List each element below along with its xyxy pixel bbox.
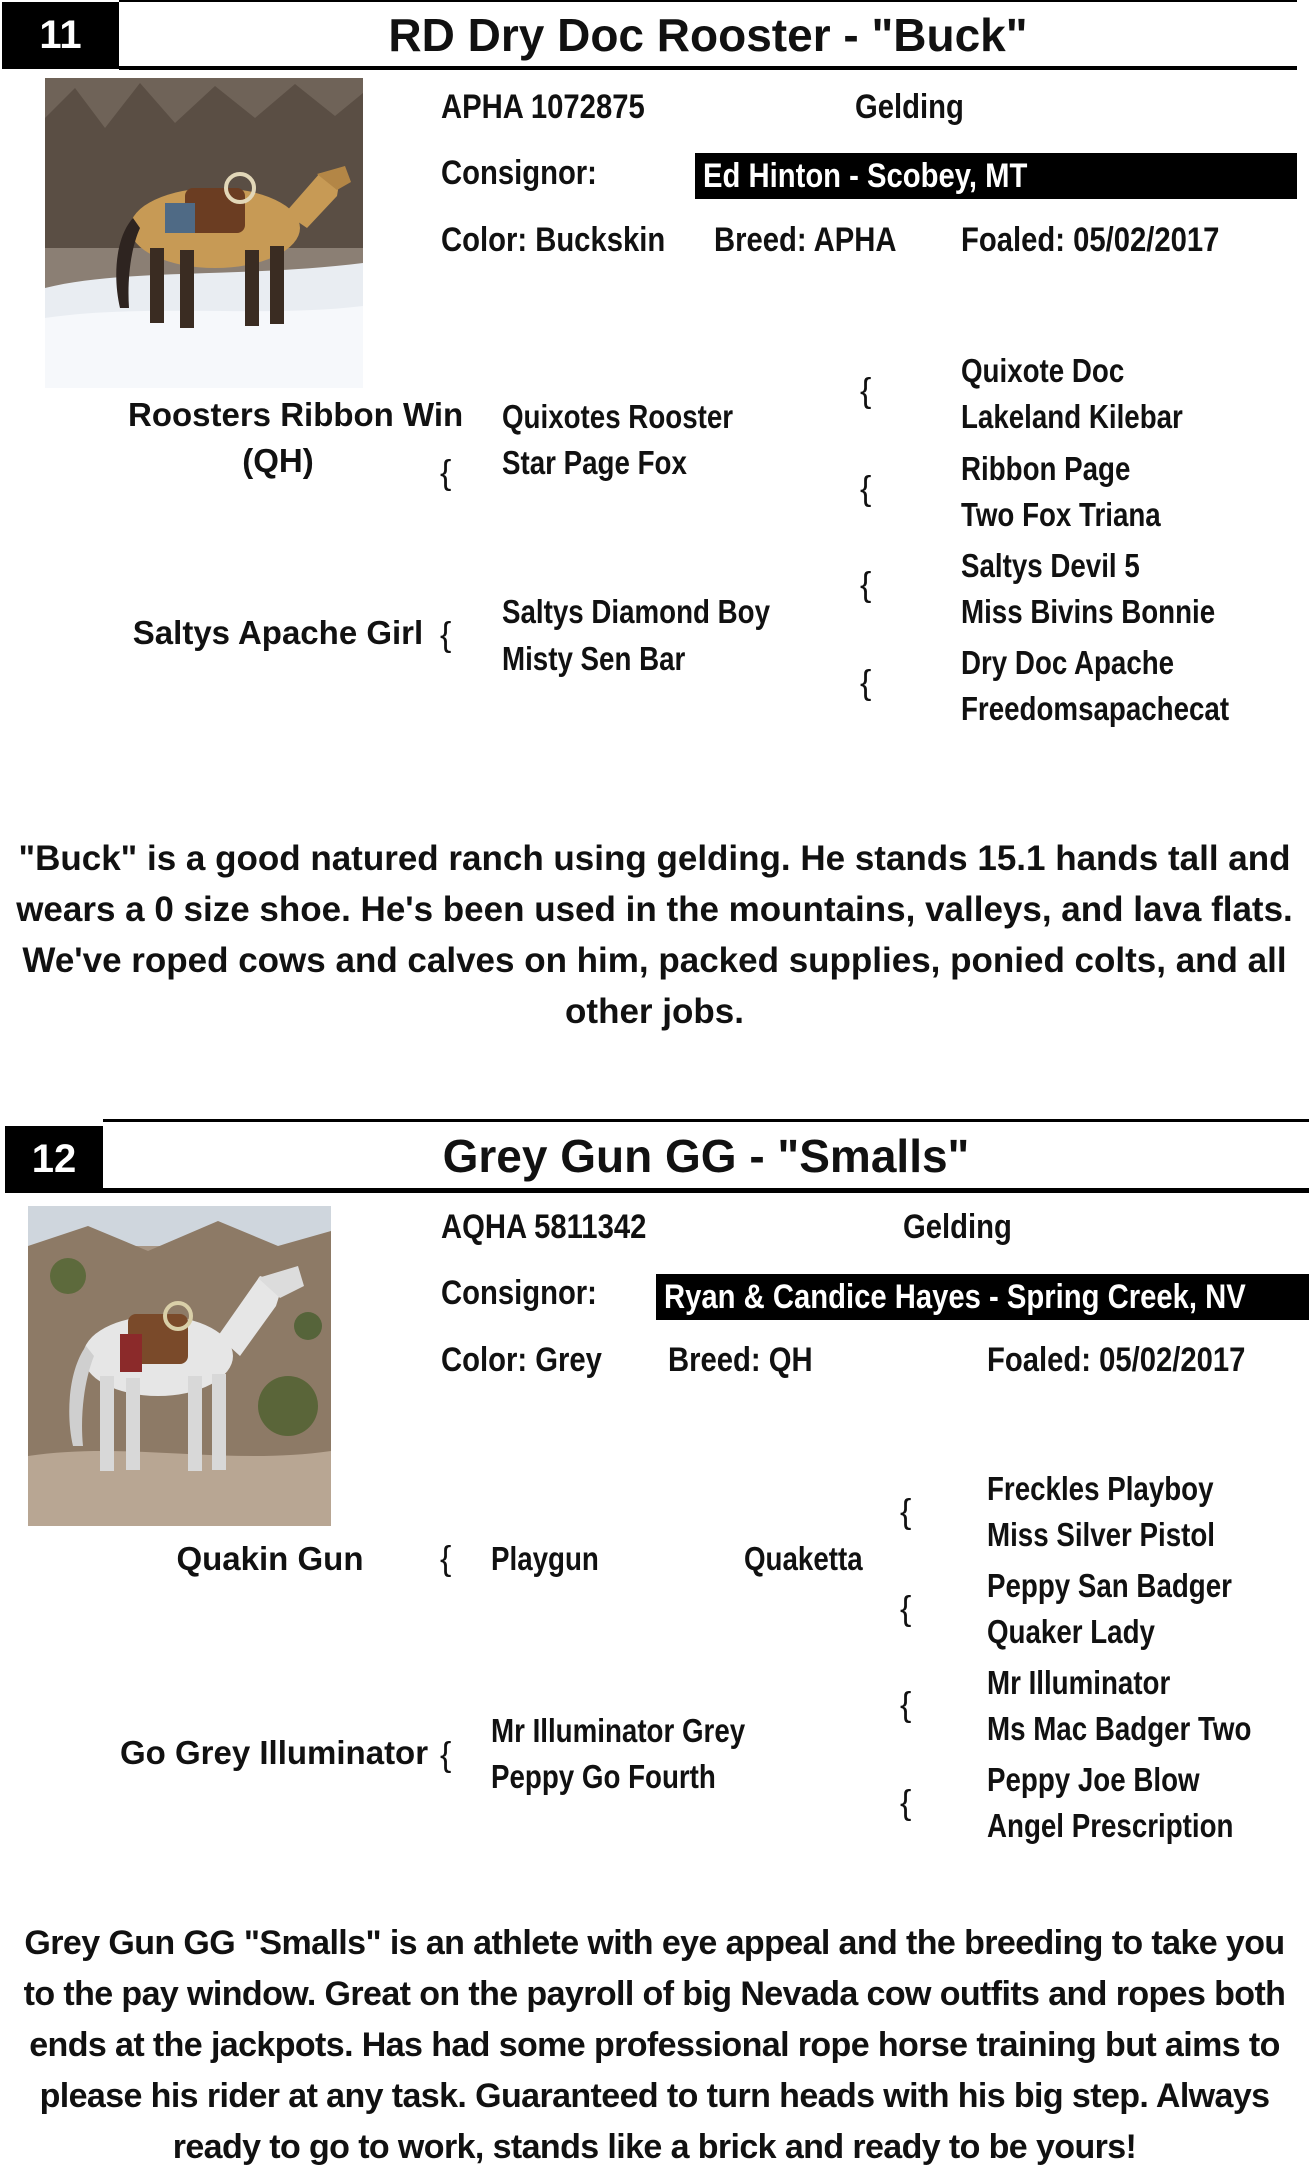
ancestor-5: Mr Illuminator [987, 1664, 1171, 1701]
description: Grey Gun GG "Smalls" is an athlete with eye appeal and the breeding to take you to the pay window. Great on the payroll of big Nevada cow outfits and ropes both ends at the jackpots. Has had some professional rope horse training but aims to please his rider at any task. Guaranteed to turn heads with his big step. Always ready to go to work, stands like a brick and ready to be yours! [23, 1924, 1286, 2166]
foaled: Foaled: 05/02/2017 [961, 221, 1220, 259]
ancestor-4: Quaker Lady [987, 1613, 1155, 1650]
ancestor-4: Two Fox Triana [961, 496, 1161, 533]
consignor-label: Consignor: [441, 1274, 597, 1312]
ancestor-1: Freckles Playboy [987, 1470, 1214, 1507]
horse-photo-grey-icon [28, 1206, 331, 1526]
color: Color: Grey [441, 1341, 602, 1379]
ancestor-7: Peppy Joe Blow [987, 1761, 1200, 1798]
brace: { [440, 1736, 452, 1774]
sire-sire: Playgun [491, 1540, 599, 1577]
dam-dam: Misty Sen Bar [502, 640, 686, 677]
dam: Saltys Apache Girl [132, 614, 424, 651]
dam-sire: Mr Illuminator Grey [491, 1712, 746, 1749]
description: "Buck" is a good natured ranch using gelding. He stands 15.1 hands tall and wears a 0 size shoe. He's been used in the mountains, valleys, and lava flats. We've roped cows and calves on him, packed supplies, ponied colts, and all other jobs. [16, 839, 1293, 1031]
ancestor-3: Ribbon Page [961, 450, 1131, 487]
title-overline [119, 0, 1297, 2]
registration: APHA 1072875 [441, 88, 645, 126]
horse-photo [28, 1206, 331, 1526]
breed: Breed: QH [668, 1341, 813, 1379]
ancestor-2: Miss Silver Pistol [987, 1516, 1216, 1553]
ancestor-7: Dry Doc Apache [961, 644, 1175, 681]
consignor-name: Ed Hinton - Scobey, MT [703, 157, 1028, 195]
brace: { [860, 566, 872, 604]
color: Color: Buckskin [441, 221, 666, 259]
registration: AQHA 5811342 [441, 1208, 647, 1246]
brace: { [440, 454, 452, 492]
brace: { [440, 616, 452, 654]
consignor-bar [695, 153, 1297, 199]
ancestor-6: Miss Bivins Bonnie [961, 593, 1216, 630]
dam-dam: Peppy Go Fourth [491, 1758, 716, 1795]
brace: { [860, 470, 872, 508]
ancestor-2: Lakeland Kilebar [961, 398, 1183, 435]
breed: Breed: APHA [714, 221, 897, 259]
sire-dam: Quaketta [744, 1540, 863, 1577]
lot-title: Grey Gun GG - "Smalls" [442, 1130, 970, 1182]
sire-dam: Star Page Fox [502, 444, 687, 481]
foaled: Foaled: 05/02/2017 [987, 1341, 1246, 1379]
brace: { [860, 664, 872, 702]
brace: { [900, 1784, 912, 1822]
brace: { [900, 1493, 912, 1531]
lot-number: 12 [5, 1126, 103, 1193]
horse-photo [45, 78, 363, 388]
brace: { [860, 372, 872, 410]
title-overline [103, 1119, 1309, 1122]
brace: { [440, 1540, 452, 1578]
consignor-label: Consignor: [441, 154, 597, 192]
lot-number: 11 [2, 2, 119, 69]
brace: { [900, 1590, 912, 1628]
consignor-name: Ryan & Candice Hayes - Spring Creek, NV [664, 1278, 1246, 1316]
sire: Roosters Ribbon Win [128, 396, 464, 433]
dam-sire: Saltys Diamond Boy [502, 593, 771, 630]
sex: Gelding [903, 1208, 1012, 1246]
horse-photo-buckskin-icon [45, 78, 363, 388]
ancestor-1: Quixote Doc [961, 352, 1125, 389]
brace: { [900, 1686, 912, 1724]
dam: Go Grey Illuminator [120, 1734, 429, 1771]
lot-title: RD Dry Doc Rooster - "Buck" [388, 9, 1028, 61]
sire-sire: Quixotes Rooster [502, 398, 734, 435]
ancestor-8: Angel Prescription [987, 1807, 1234, 1844]
ancestor-5: Saltys Devil 5 [961, 547, 1140, 584]
consignor-bar [656, 1274, 1309, 1320]
title-underline [119, 66, 1297, 70]
ancestor-8: Freedomsapachecat [961, 690, 1230, 727]
title-underline [103, 1188, 1309, 1193]
sire: Quakin Gun [176, 1540, 364, 1577]
sire-suffix: (QH) [242, 442, 314, 479]
ancestor-6: Ms Mac Badger Two [987, 1710, 1252, 1747]
sex: Gelding [855, 88, 964, 126]
ancestor-3: Peppy San Badger [987, 1567, 1232, 1604]
